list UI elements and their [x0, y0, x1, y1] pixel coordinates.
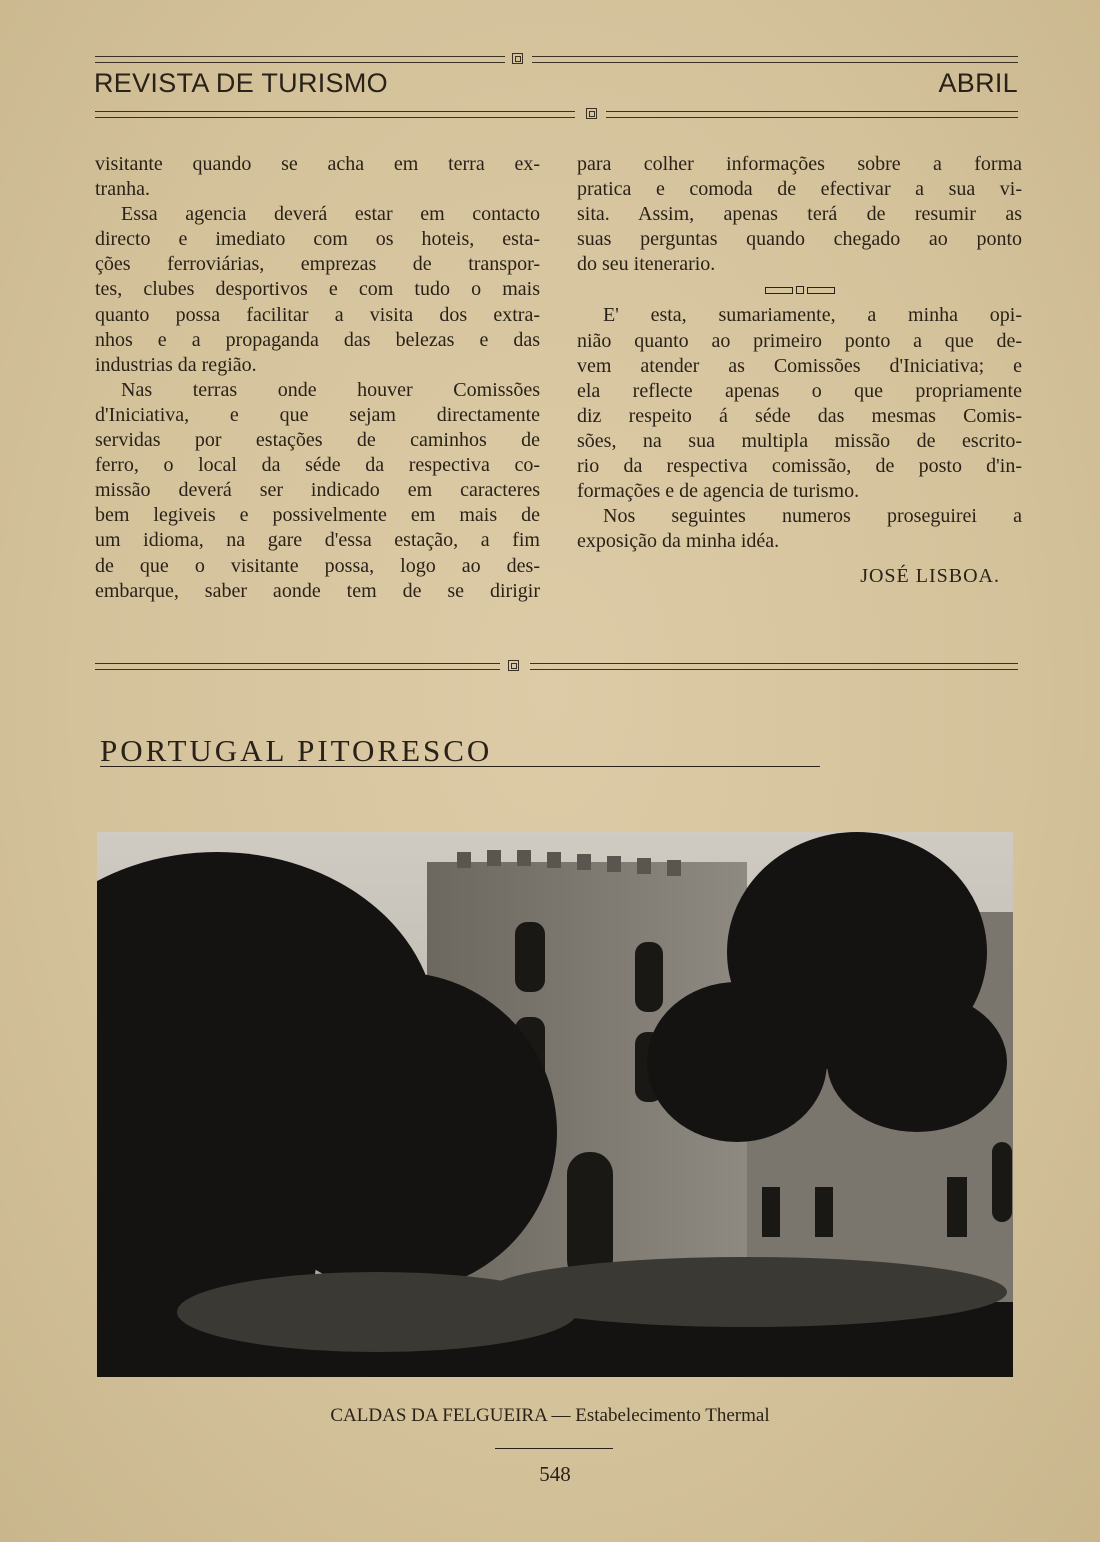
paragraph-divider [577, 277, 1022, 303]
text-line: para colher informações sobre a forma [577, 153, 1022, 175]
header-top-rule-left [95, 56, 505, 63]
header-bottom-rule-right [606, 111, 1018, 118]
text-line: do seu itenerario. [577, 253, 716, 276]
text-line: suas perguntas quando chegado ao ponto [577, 228, 1022, 251]
section-rule-right [530, 663, 1018, 670]
text-line: exposição da minha idéa. [577, 530, 780, 553]
photo-caption [0, 1405, 1100, 1427]
paragraph [577, 303, 1022, 504]
text-line: ela reflecte apenas o que propriamente [577, 379, 1022, 402]
ornament-icon [512, 53, 523, 64]
photo-caldas-da-felgueira [97, 832, 1013, 1377]
divider-bar [765, 287, 793, 294]
paragraph [95, 202, 540, 378]
caption-rule [495, 1448, 613, 1449]
paragraph [577, 152, 1022, 277]
text-line: diz respeito á séde das mesmas Comis- [577, 404, 1022, 427]
page-number: 548 [539, 1462, 571, 1486]
text-line: sita. Assim, apenas terá de resumir as [577, 203, 1022, 226]
text-line: um idioma, na gare d'essa estação, a fim [95, 529, 540, 552]
text-line: pratica e comoda de efectivar a sua vi- [577, 178, 1022, 201]
text-line: quanto possa facilitar a visita dos extra- [95, 303, 540, 326]
text-line: ções ferroviárias, emprezas de transpor- [95, 253, 540, 276]
text-line: servidas por estações de caminhos de [95, 429, 540, 452]
section-title-underline [100, 766, 820, 767]
header-bottom-rule-left [95, 111, 575, 118]
section-title: PORTUGAL PITORESCO [100, 733, 493, 768]
caption-place: CALDAS DA FELGUEIRA [330, 1405, 547, 1426]
text-line: industrias da região. [95, 353, 257, 376]
text-line: E' esta, sumariamente, a minha opi- [603, 304, 1022, 327]
text-line: visitante quando se acha em terra ex- [95, 153, 540, 175]
section-rule-left [95, 663, 500, 670]
text-line: bem legiveis e possivelmente em mais de [95, 504, 540, 527]
ornament-icon [508, 660, 519, 671]
article-right-column [577, 152, 1022, 590]
text-line: missão deverá ser indicado em caracteres [95, 479, 540, 502]
text-line: d'Iniciativa, e que sejam directamente [95, 403, 540, 426]
text-line: tes, clubes desportivos e com tudo o mais [95, 278, 540, 301]
article-left-column [95, 152, 540, 604]
text-line: ferro, o local da séde da respectiva co- [95, 454, 540, 477]
text-line: Essa agencia deverá estar em contacto [121, 203, 540, 226]
ornament-icon [586, 108, 597, 119]
magazine-title: REVISTA DE TURISMO [94, 68, 388, 98]
text-line: nhos e a propaganda das belezas e das [95, 328, 540, 351]
text-line: vem atender as Comissões d'Iniciativa; e [577, 354, 1022, 377]
caption-dash: — [546, 1405, 576, 1426]
text-line: tranha. [95, 178, 150, 201]
text-line: rio da respectiva comissão, de posto d'in- [577, 455, 1022, 478]
text-line: embarque, saber aonde tem de se dirigir [95, 579, 540, 602]
text-line: formações e de agencia de turismo. [577, 480, 860, 503]
paragraph [577, 504, 1022, 554]
text-line: sões, na sua multipla missão de escrito- [577, 429, 1022, 452]
divider-bar [807, 287, 835, 294]
text-line: directo e imediato com os hoteis, esta- [95, 228, 540, 251]
divider-dot [796, 286, 804, 294]
paragraph [95, 378, 540, 604]
text-line: nião quanto ao primeiro ponto a que de- [577, 329, 1022, 352]
author-signature: JOSÉ LISBOA. [860, 565, 1000, 588]
text-line: Nos seguintes numeros proseguirei a [603, 505, 1022, 528]
header-top-rule-right [532, 56, 1018, 63]
text-line: de que o visitante possa, logo ao des- [95, 554, 540, 577]
text-line: Nas terras onde houver Comissões [121, 378, 540, 401]
issue-month: ABRIL [938, 68, 1018, 98]
caption-description: Estabelecimento Thermal [575, 1405, 770, 1426]
paragraph [95, 152, 540, 202]
